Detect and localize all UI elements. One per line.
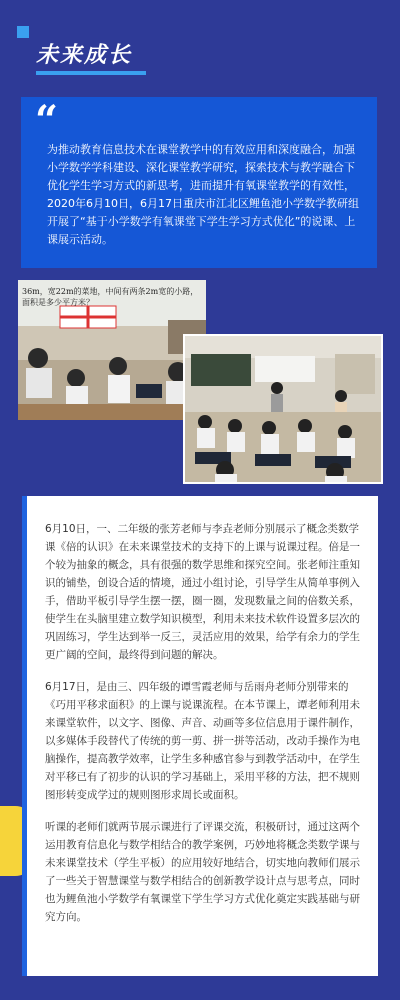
classroom-photo-2-image: [185, 336, 381, 482]
paragraph-june-10: 6月10日，一、二年级的张芳老师与李垚老师分别展示了概念类数学课《倍的认识》在未来课堂技术的支持下的上课与说课过程。倍是一个较为抽象的概念，具有很强的数学思维和探究空间。张老师注重知识的铺垫，创设合适的情境，通过小组讨论，引导学生从简单事例入手，借助平板引导学生摆一摆，圈一圈，发现数量之间的倍数关系，使学生在头脑里建立数学知识模型，利用未来技术软件设置多层次的巩固练习，学生达到举一反三，灵活应用的效果，给学有余力的学生更广阔的空间，最终得到问题的解决。: [45, 523, 360, 661]
title-underline: [36, 71, 146, 75]
intro-text: 为推动教育信息技术在课堂教学中的有效应用和深度融合，加强小学数学学科建设、深化课堂教学研究，探索技术与教学融合下优化学生学习方式的新思考，进而提升有氧课堂教学的有效性，2020年6月10日，6月17日重庆市江北区鲤鱼池小学数学教研组开展了“基于小学数学有氧课堂下学生学习方式优化”的说课、上课展示活动。: [47, 143, 359, 246]
corner-accent-square: [17, 26, 29, 38]
quote-mark-icon: “: [35, 97, 59, 144]
paragraph-june-17: 6月17日，是由三、四年级的谭雪霞老师与岳雨舟老师分别带来的《巧用平移求面积》的上课与说课流程。在本节课上，谭老师利用未来课堂软件，以文字、图像、声音、动画等多位信息用于课件制作，以多媒体手段替代了传统的剪一剪、拼一拼等活动，改动手操作为电脑操作，提高教学效率，让学生多种感官参与到教学活动中，在学生对平移已有了初步的认识的学习基础上，采用平移的方法，把不规则图形转变成学过的规则图形求周长或面积。: [45, 681, 360, 801]
section-title: 未来成长: [36, 43, 133, 68]
intro-quote-box: [21, 97, 377, 268]
article-body: [45, 520, 363, 940]
classroom-photo-1: [18, 280, 206, 420]
whiteboard-text: 36m，宽22m的菜地，中间有两条2m宽的小路，面积是多少平方米？: [22, 287, 199, 307]
article-card: [22, 496, 378, 976]
classroom-photo-2: [183, 334, 383, 484]
paragraph-summary: 听课的老师们就两节展示课进行了评课交流，积极研讨，通过这两个运用教育信息化与数学相结合的教学案例，巧妙地将概念类数学课与未来课堂技术（学生平板）的应用较好地结合，切实地向教师们展示了一些关于智慧课堂与数学相结合的创新教学设计点与思考点，同时也为鲤鱼池小学数学有氧课堂下学生学习方式优化奠定实践基础与研究方向。: [45, 821, 360, 923]
